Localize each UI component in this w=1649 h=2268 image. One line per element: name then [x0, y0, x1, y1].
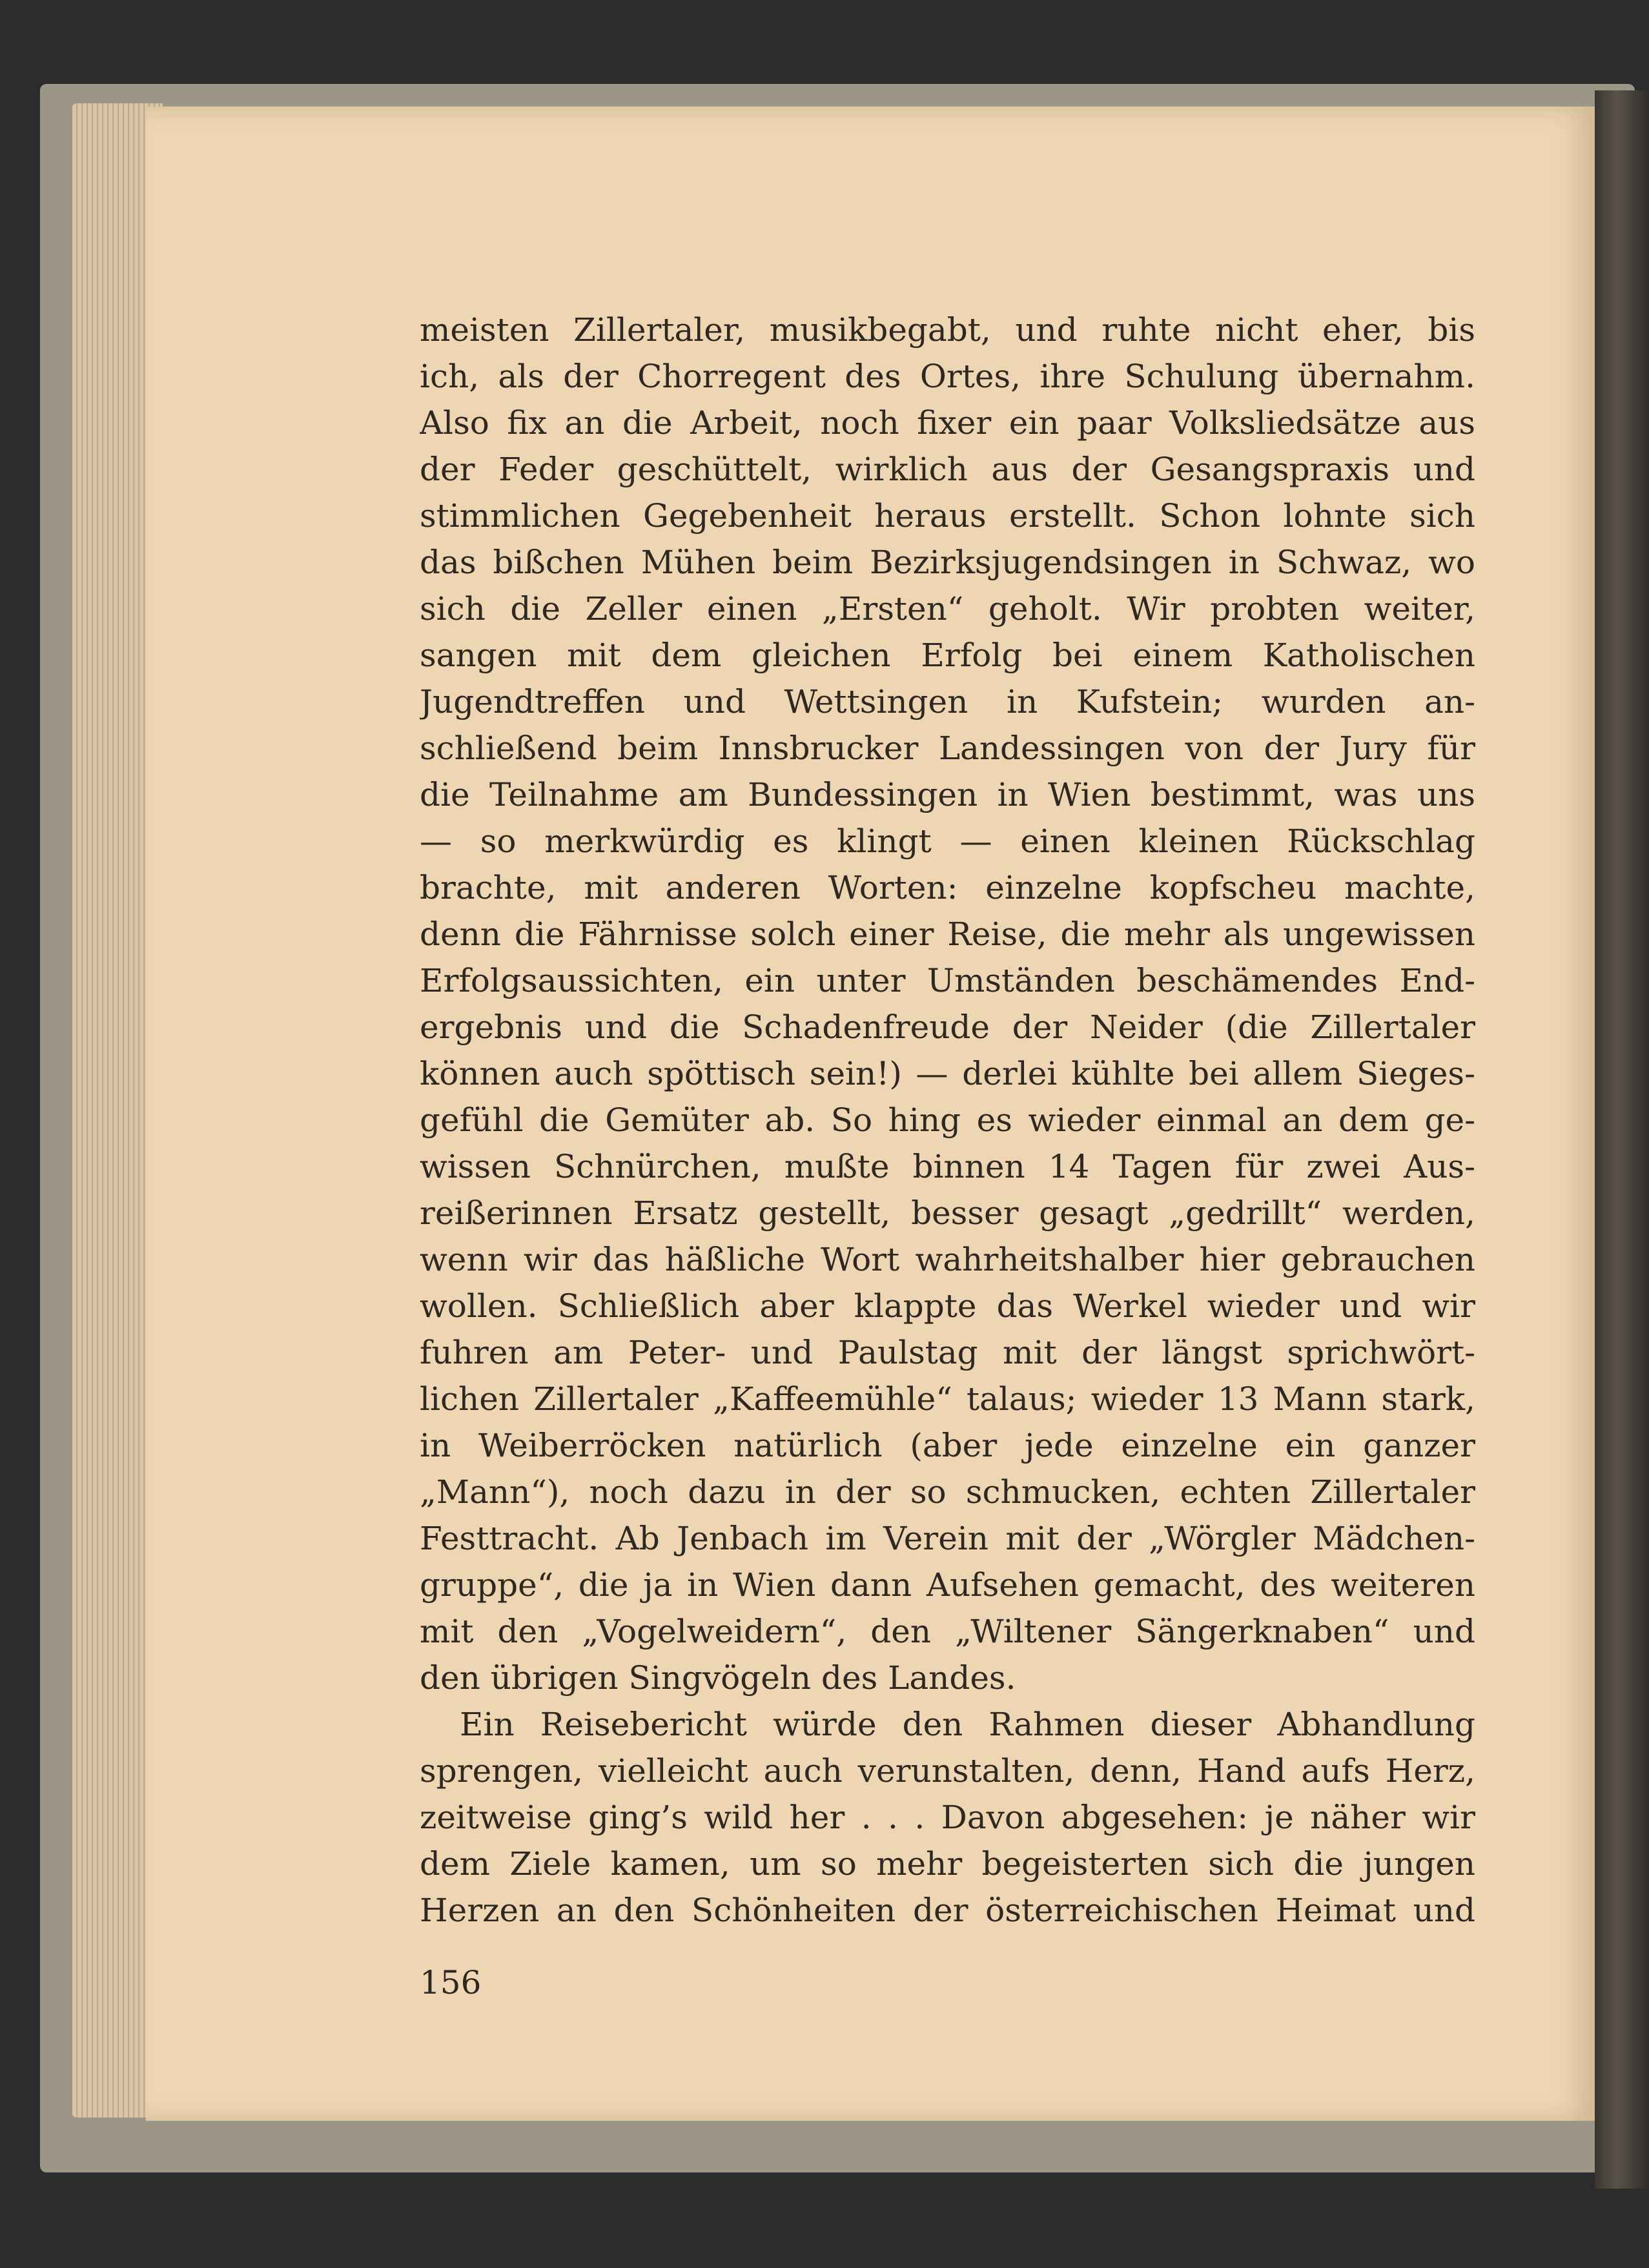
text-line: dem Ziele kamen, um so mehr begeisterten sich die jungen	[420, 1845, 1475, 1883]
text-line: zeitweise ging’s wild her . . . Davon abgesehen: je näher wir	[420, 1799, 1475, 1836]
text-line: mit den „Vogelweidern“, den „Wiltener Sängerknaben“ und	[420, 1613, 1475, 1650]
text-line: wollen. Schließlich aber klappte das Werkel wieder und wir	[420, 1287, 1475, 1325]
page-number: 156	[420, 1964, 482, 2001]
text-line: fuhren am Peter- und Paulstag mit der längst sprichwört-	[420, 1334, 1475, 1371]
text-line: Herzen an den Schönheiten der österreichischen Heimat und	[420, 1892, 1475, 1929]
text-line: meisten Zillertaler, musikbegabt, und ruhte nicht eher, bis	[420, 311, 1475, 349]
text-line: gruppe“, die ja in Wien dann Aufsehen gemacht, des weiteren	[420, 1566, 1475, 1604]
text-line: ergebnis und die Schadenfreude der Neider (die Zillertaler	[420, 1008, 1475, 1046]
text-line: wenn wir das häßliche Wort wahrheitshalber hier gebrauchen	[420, 1241, 1475, 1278]
text-line: lichen Zillertaler „Kaffeemühle“ talaus; wieder 13 Mann stark,	[420, 1380, 1475, 1418]
text-line: denn die Fährnisse solch einer Reise, die mehr als ungewissen	[420, 915, 1475, 953]
text-line: sich die Zeller einen „Ersten“ geholt. Wir probten weiter,	[420, 590, 1475, 628]
text-line: Festtracht. Ab Jenbach im Verein mit der „Wörgler Mädchen-	[420, 1520, 1475, 1557]
text-line: gefühl die Gemüter ab. So hing es wieder einmal an dem ge-	[420, 1101, 1475, 1139]
text-line: — so merkwürdig es klingt — einen kleinen Rückschlag	[420, 822, 1475, 860]
text-line: wissen Schnürchen, mußte binnen 14 Tagen für zwei Aus-	[420, 1148, 1475, 1185]
text-line: die Teilnahme am Bundessingen in Wien bestimmt, was uns	[420, 776, 1475, 813]
text-line: das bißchen Mühen beim Bezirksjugendsingen in Schwaz, wo	[420, 544, 1475, 581]
text-line: stimmlichen Gegebenheit heraus erstellt. Schon lohnte sich	[420, 497, 1475, 535]
body-text	[420, 307, 1475, 1934]
text-line: sangen mit dem gleichen Erfolg bei einem Katholischen	[420, 637, 1475, 674]
text-line: Erfolgsaussichten, ein unter Umständen beschämendes End-	[420, 962, 1475, 999]
text-line: ich, als der Chorregent des Ortes, ihre Schulung übernahm.	[420, 358, 1475, 395]
text-line: der Feder geschüttelt, wirklich aus der Gesangspraxis und	[420, 451, 1475, 488]
text-line: in Weiberröcken natürlich (aber jede einzelne ein ganzer	[420, 1427, 1475, 1464]
text-line: schließend beim Innsbrucker Landessingen von der Jury für	[420, 730, 1475, 767]
text-line: brachte, mit anderen Worten: einzelne kopfscheu machte,	[420, 869, 1475, 906]
text-line: Ein Reisebericht würde den Rahmen dieser Abhandlung	[460, 1706, 1475, 1743]
text-line: sprengen, vielleicht auch verunstalten, denn, Hand aufs Herz,	[420, 1752, 1475, 1790]
text-line: „Mann“), noch dazu in der so schmucken, echten Zillertaler	[420, 1473, 1475, 1511]
text-line: Also fix an die Arbeit, noch fixer ein paar Volksliedsätze aus	[420, 404, 1475, 442]
text-line: reißerinnen Ersatz gestellt, besser gesagt „gedrillt“ werden,	[420, 1194, 1475, 1232]
text-line: Jugendtreffen und Wettsingen in Kufstein; wurden an-	[420, 683, 1475, 720]
text-line: den übrigen Singvögeln des Landes.	[420, 1659, 1016, 1697]
book-spine	[1595, 90, 1649, 2189]
text-line: können auch spöttisch sein!) — derlei kühlte bei allem Sieges-	[420, 1055, 1475, 1092]
